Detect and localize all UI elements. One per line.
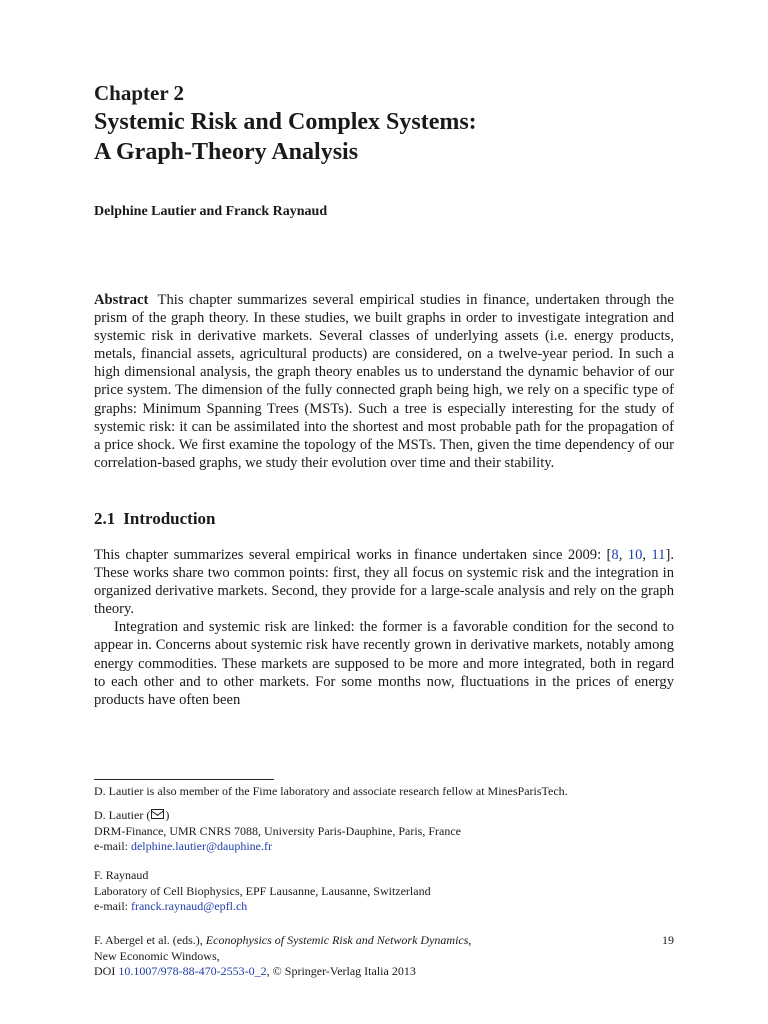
affiliation-lautier-name: D. Lautier ( ) (94, 808, 170, 822)
page-number: 19 (662, 933, 674, 947)
book-citation (94, 933, 674, 980)
footnote: D. Lautier is also member of the Fime laboratory and associate research fellow at MinesParisTech. (94, 784, 568, 798)
affiliation-lautier-email: e-mail: delphine.lautier@dauphine.fr (94, 839, 272, 853)
footnote-divider (94, 779, 274, 780)
book-series: New Economic Windows, (94, 948, 220, 963)
affiliation-raynaud (94, 868, 684, 915)
abstract-text: This chapter summarizes several empirical studies in finance, undertaken through the prism of the graph theory. In these studies, we built graphs in order to investigate integration and systemic risk in derivative markets. Several classes of underlying assets (i.e. energy products, metals, financial assets, agricultural products) are considered, on a twelve-year period. In such a high dimensional analysis, the graph theory enables us to understand the dynamic behavior of our price system. The dimension of the fully connected graph being high, we rely on a specific type of graphs: Minimum Spanning Trees (MSTs). Such a tree is especially interesting for the study of systemic risk: it can be assimilated into the shortest and most probable path for the propagation of a price shock. We first examine the topology of the MSTs. Then, given the time dependency of our correlation-based graphs, we study their evolution over time and their stability. (94, 292, 674, 471)
section-number: 2.1 (94, 508, 116, 528)
email-link-lautier[interactable]: delphine.lautier@dauphine.fr (130, 839, 272, 853)
abstract-label: Abstract (94, 292, 149, 308)
chapter-title-line2: A Graph-Theory Analysis (94, 139, 359, 165)
envelope-icon (151, 809, 164, 819)
book-citation-line1: F. Abergel et al. (eds.), Econophysics of Systemic Risk and Network Dynamics, (94, 933, 472, 947)
citation-link-11[interactable]: 11 (651, 546, 666, 563)
intro-paragraph-1: This chapter summarizes several empirical works in finance undertaken since 2009: [8, 10, 11]. These works share two common points: first, they all focus on systemic risk and the integration in organized derivative markets. Second, they provide for a large-scale analysis and rely on the graph theory. (94, 546, 674, 618)
introduction-text (94, 546, 674, 709)
chapter-label: Chapter 2 (94, 81, 185, 105)
intro-paragraph-2: Integration and systemic risk are linked: the former is a favorable condition for the second to appear in. Concerns about systemic risk have recently grown in derivative markets, notably among energy commodities. These markets are supposed to be more and more integrated, both in regard to each other and to other markets. For some months now, fluctuations in the prices of energy products have often been (94, 619, 674, 708)
book-doi-line: DOI 10.1007/978-88-470-2553-0_2, © Springer-Verlag Italia 2013 (94, 964, 416, 978)
doi-link[interactable]: 10.1007/978-88-470-2553-0_2 (118, 964, 267, 978)
email-link-raynaud[interactable]: franck.raynaud@epfl.ch (130, 899, 248, 913)
affiliation-raynaud-institution: Laboratory of Cell Biophysics, EPF Lausanne, Lausanne, Switzerland (94, 883, 431, 898)
affiliation-raynaud-name: F. Raynaud (94, 868, 149, 882)
authors: Delphine Lautier and Franck Raynaud (94, 204, 328, 219)
affiliation-lautier (94, 808, 684, 855)
abstract (94, 291, 674, 472)
chapter-title (94, 107, 674, 167)
chapter-title-line1: Systemic Risk and Complex Systems: (94, 109, 477, 135)
page-body (94, 80, 674, 709)
citation-link-8[interactable]: 8 (611, 546, 619, 563)
section-heading (94, 508, 674, 530)
citation-link-10[interactable]: 10 (627, 546, 643, 563)
book-title: Econophysics of Systemic Risk and Network Dynamics (205, 933, 469, 947)
section-title: Introduction (123, 508, 216, 528)
affiliation-lautier-institution: DRM-Finance, UMR CNRS 7088, University Paris-Dauphine, Paris, France (94, 823, 461, 838)
affiliation-raynaud-email: e-mail: franck.raynaud@epfl.ch (94, 899, 248, 913)
